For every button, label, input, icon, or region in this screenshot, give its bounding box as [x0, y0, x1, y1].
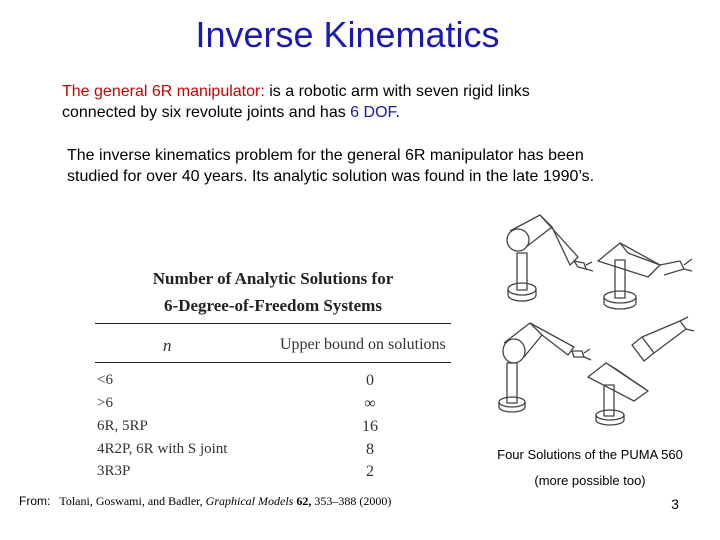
citation-volume: 62, — [296, 494, 312, 508]
citation-label: From: — [19, 494, 51, 508]
citation-authors: Tolani, Goswami, and Badler, — [59, 494, 203, 508]
citation — [19, 494, 391, 509]
citation-pages: 353–388 (2000) — [314, 494, 392, 508]
table-row-bound: 8 — [366, 441, 374, 458]
table-top-rule — [95, 323, 451, 324]
history-paragraph: The inverse kinematics problem for the general 6R manipulator has been studied for over 40 years. Its analytic solution was found in the late 1990’s. — [67, 147, 595, 185]
table-title-line2: 6-Degree-of-Freedom Systems — [164, 296, 382, 315]
definition-lead: The general 6R manipulator: — [62, 83, 265, 100]
robot-solution-4 — [588, 317, 694, 425]
table-row-n: <6 — [97, 372, 113, 388]
dof-highlight: 6 DOF — [350, 104, 396, 121]
figure-note: (more possible too) — [534, 473, 646, 488]
citation-journal: Graphical Models — [205, 494, 294, 508]
definition-end: . — [395, 104, 400, 121]
table-title — [97, 265, 449, 319]
slide-title: Inverse Kinematics — [195, 14, 500, 55]
puma-robot-figures — [470, 205, 710, 445]
table-header-rule — [95, 362, 451, 363]
table-header-bound: Upper bound on solutions — [280, 336, 446, 353]
robot-solution-2 — [598, 243, 692, 309]
table-row-n: 4R2P, 6R with S joint — [97, 441, 228, 457]
manipulator-definition — [62, 81, 542, 123]
page-number: 3 — [671, 496, 679, 512]
robot-solution-3 — [499, 323, 591, 412]
table-title-line1: Number of Analytic Solutions for — [152, 269, 394, 288]
table-row-n: 6R, 5RP — [97, 418, 148, 434]
definition-body: is a robotic arm with seven rigid links connected by six revolute joints and has — [62, 83, 530, 121]
table-row-bound: 16 — [362, 418, 378, 435]
table-row-n: 3R3P — [97, 463, 131, 479]
table-row-bound: 2 — [366, 463, 374, 480]
table-header-n: n — [163, 336, 172, 355]
table-row-bound: ∞ — [364, 395, 376, 412]
robot-solution-1 — [507, 215, 593, 301]
table-row-bound: 0 — [366, 372, 374, 389]
figure-caption: Four Solutions of the PUMA 560 — [497, 447, 683, 462]
table-row-n: >6 — [97, 395, 113, 411]
